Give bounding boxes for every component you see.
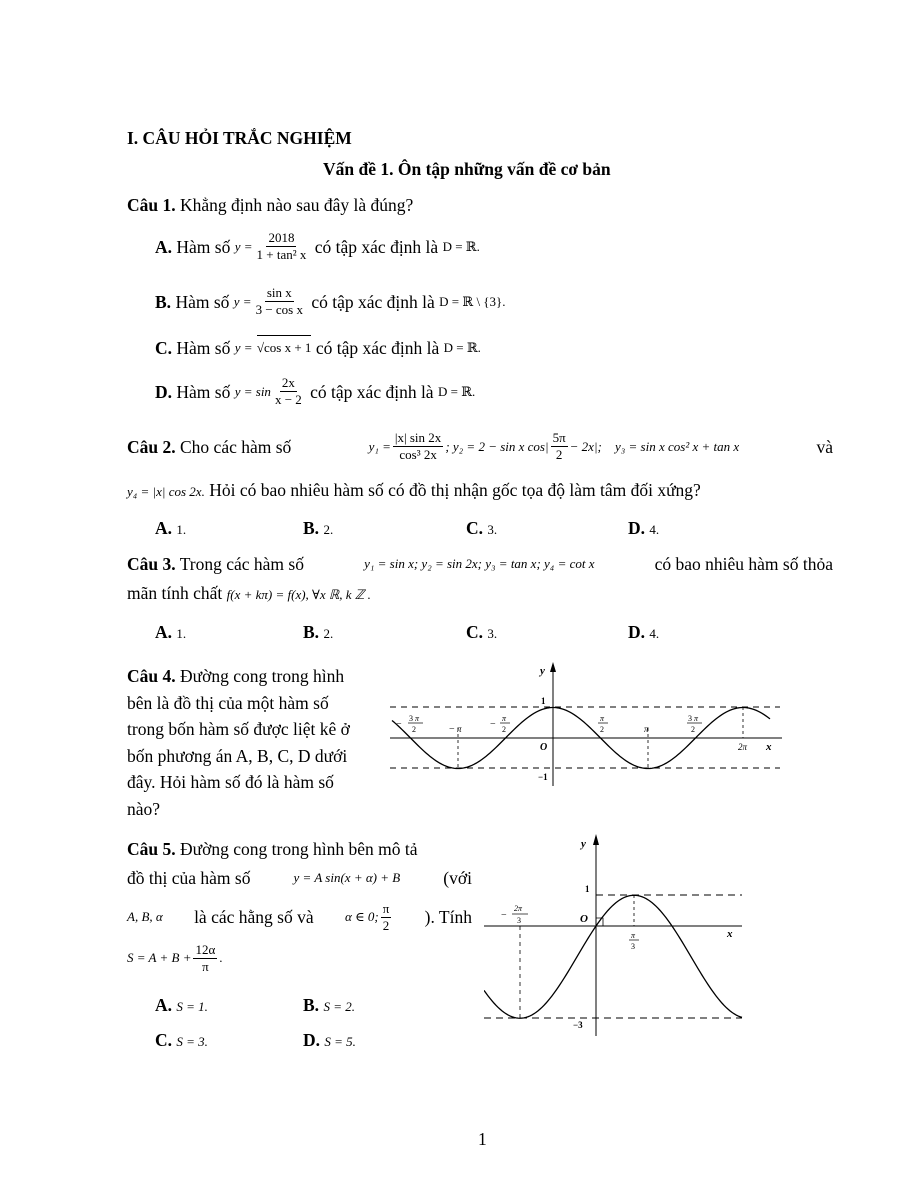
answer-value: 3. <box>487 626 498 641</box>
q2-answer-c <box>466 516 497 542</box>
denominator: 2 <box>382 918 390 933</box>
denominator: 1 + tan² x <box>256 247 307 262</box>
answer-letter: C. <box>466 518 484 538</box>
q3-answer-c <box>466 620 497 646</box>
answer-letter: B. <box>303 995 320 1015</box>
q5-line: ). Tính <box>424 907 472 928</box>
q4-label: Câu 4. <box>127 666 176 686</box>
q2-answer-d <box>628 516 659 542</box>
option-text: Hàm số <box>175 291 230 312</box>
q1-option-a <box>155 230 480 263</box>
q1-option-c <box>155 335 481 360</box>
sqrt-expr: √cos x + 1 <box>257 335 312 360</box>
q3-lead: Trong các hàm số <box>179 554 304 574</box>
option-text: Hàm số <box>176 236 231 257</box>
domain-expr: D = ℝ. <box>437 383 476 399</box>
fraction <box>273 375 304 408</box>
answer-letter: B. <box>303 518 320 538</box>
q5-answer-a <box>155 993 208 1019</box>
y-tick-neg3: −3 <box>573 1020 583 1030</box>
x-tick-pi: π <box>644 724 649 734</box>
q4-line: đây. Hỏi hàm số đó là hàm số <box>127 772 334 792</box>
answer-letter: A. <box>155 518 173 538</box>
answer-value: 1. <box>176 626 187 641</box>
answer-value: S = 2. <box>323 999 355 1014</box>
option-text: có tập xác định là <box>311 291 435 312</box>
q4-line: bên là đồ thị của một hàm số <box>127 692 329 713</box>
option-text: Hàm số <box>176 381 231 402</box>
option-letter: D. <box>155 381 173 402</box>
q4-line: bốn phương án A, B, C, D dưới <box>127 745 348 766</box>
q5-sine-graph <box>484 830 746 1040</box>
q3-tail: có bao nhiêu hàm số thỏa <box>654 554 833 574</box>
x-axis-label: x <box>727 928 733 940</box>
math-expr: y₄ = |x| cos 2x. <box>127 484 205 499</box>
math-expr: S = A + B + <box>127 950 192 966</box>
fraction <box>193 942 217 975</box>
answer-letter: C. <box>155 1030 173 1050</box>
answer-letter: C. <box>466 622 484 642</box>
section-title: I. CÂU HỎI TRẮC NGHIỆM <box>127 128 352 148</box>
q2-answer-b <box>303 516 333 542</box>
q5-answer-c <box>155 1028 208 1054</box>
numerator: 5π <box>552 430 566 445</box>
math-lhs: y = <box>234 238 253 254</box>
denominator: π <box>202 959 209 974</box>
q2-answer-a <box>155 516 186 542</box>
q1-stem <box>127 193 413 217</box>
domain-expr: D = ℝ. <box>442 238 480 254</box>
answer-value: 4. <box>649 522 660 537</box>
x-tick-pi: π <box>600 714 605 723</box>
q2-lead: Cho các hàm số <box>180 436 292 457</box>
subtitle: Vấn đề 1. Ôn tập những vấn đề cơ bản <box>323 159 611 179</box>
math-expr: f(x + kπ) = f(x), ∀x ℝ, k ℤ . <box>226 587 371 602</box>
q5-answer-d <box>303 1028 356 1054</box>
q3-answer-a <box>155 620 186 646</box>
math-lhs: y = <box>233 293 252 309</box>
x-tick-pi: π <box>502 714 507 723</box>
q5-line: là các hằng số và <box>194 907 314 928</box>
y-axis-label: y <box>581 838 586 850</box>
x-tick-num: 3 <box>409 714 413 723</box>
denominator: 2 <box>555 447 563 462</box>
math-expr: y = A sin(x + α) + B <box>293 869 401 885</box>
q2-and: và <box>816 436 833 457</box>
q5-line: (với <box>443 867 472 888</box>
q2-label: Câu 2. <box>127 436 176 457</box>
x-tick-den: 2 <box>502 725 506 734</box>
answer-value: S = 1. <box>176 999 208 1014</box>
q4-text <box>127 663 377 822</box>
q2-question: Hỏi có bao nhiêu hàm số có đồ thị nhận gốc tọa độ làm tâm đối xứng? <box>209 480 701 500</box>
math-expr: ; y₂ = 2 − sin x cos| <box>445 438 549 454</box>
y-axis-label: y <box>540 665 545 677</box>
x-tick-den: 3 <box>517 916 521 925</box>
denominator: 3 − cos x <box>255 302 303 317</box>
answer-letter: D. <box>628 518 646 538</box>
x-tick-minus: − <box>490 719 496 730</box>
domain-expr: D = ℝ \ {3}. <box>439 293 506 309</box>
math-expr: y₁ = sin x; y₂ = sin 2x; y₃ = tan x; y₄ = cot x <box>364 556 595 571</box>
y-tick-1: 1 <box>585 884 590 894</box>
q4-line: Đường cong trong hình <box>180 666 345 686</box>
q3-line2 <box>127 581 371 607</box>
q3-answer-d <box>628 620 659 646</box>
x-tick-minus: − <box>449 724 455 735</box>
q5-answer-b <box>303 993 355 1019</box>
option-letter: B. <box>155 291 172 312</box>
x-tick-den: 2 <box>691 725 695 734</box>
math-lhs: y₁ = <box>368 438 391 454</box>
fraction <box>551 430 568 463</box>
q2-functions <box>369 430 740 463</box>
x-tick-minus: − <box>396 719 402 730</box>
math-expr: y₃ = sin x cos² x + tan x <box>614 438 740 454</box>
denominator: cos³ 2x <box>399 447 437 462</box>
answer-value: 1. <box>176 522 187 537</box>
option-letter: C. <box>155 337 173 358</box>
y-tick-1: 1 <box>541 696 546 706</box>
math-expr: − 2x|; <box>569 438 602 454</box>
page-number: 1 <box>478 1129 487 1149</box>
answer-letter: A. <box>155 622 173 642</box>
x-tick-minus: − <box>501 910 507 921</box>
y-axis-arrow <box>550 662 556 672</box>
answer-value: S = 5. <box>324 1034 356 1049</box>
x-tick-pi: π <box>694 714 699 723</box>
answer-value: 3. <box>487 522 498 537</box>
math-expr: A, B, α <box>127 909 163 925</box>
denominator: x − 2 <box>274 392 302 407</box>
fraction <box>255 230 309 263</box>
x-tick-den: 2 <box>600 725 604 734</box>
q3-label: Câu 3. <box>127 554 176 574</box>
numerator: π <box>382 901 390 916</box>
x-axis-label: x <box>766 741 772 753</box>
q3-text: mãn tính chất <box>127 583 223 603</box>
option-letter: A. <box>155 236 173 257</box>
option-text: có tập xác định là <box>314 236 439 257</box>
x-tick-pi: π <box>415 714 420 723</box>
q1-label: Câu 1. <box>127 195 176 215</box>
q5-text <box>127 836 472 975</box>
answer-value: 4. <box>649 626 660 641</box>
x-tick-pi: π <box>457 724 462 734</box>
numerator: 2x <box>281 375 295 390</box>
fraction <box>381 901 392 934</box>
answer-letter: A. <box>155 995 173 1015</box>
math-lhs: y = <box>234 339 253 355</box>
answer-letter: B. <box>303 622 320 642</box>
q1-stem-text: Khẳng định nào sau đây là đúng? <box>180 195 414 215</box>
fraction <box>254 285 305 318</box>
x-tick-den: 3 <box>631 942 635 951</box>
x-tick-den: 2 <box>412 725 416 734</box>
domain-expr: D = ℝ. <box>443 339 481 355</box>
q3-line1 <box>127 552 833 576</box>
origin-label: O <box>540 742 548 753</box>
y-axis-arrow <box>593 834 599 845</box>
option-text: có tập xác định là <box>310 381 434 402</box>
answer-value: 2. <box>323 626 334 641</box>
q2-line2 <box>127 478 701 504</box>
math-expr: . <box>219 950 223 966</box>
math-expr: α ∈ 0; <box>344 909 379 925</box>
q5-line: đồ thị của hàm số <box>127 867 251 888</box>
q1-option-d <box>155 375 475 408</box>
q4-line: nào? <box>127 798 161 819</box>
y-tick-neg1: −1 <box>538 772 548 782</box>
numerator: 12α <box>195 942 216 957</box>
x-tick-num: π <box>631 931 636 940</box>
fraction <box>393 430 443 463</box>
x-tick-num: 2π <box>514 904 523 913</box>
numerator: sin x <box>266 285 292 300</box>
q5-line: Đường cong trong hình bên mô tả <box>180 839 418 859</box>
q2-line1 <box>127 430 833 463</box>
answer-value: 2. <box>323 522 334 537</box>
q4-cosine-graph <box>390 658 790 790</box>
origin-label: O <box>580 913 588 925</box>
option-text: Hàm số <box>176 337 231 358</box>
numerator: |x| sin 2x <box>394 430 442 445</box>
numerator: 2018 <box>268 230 295 245</box>
answer-letter: D. <box>303 1030 321 1050</box>
math-lhs: y = sin <box>234 383 271 399</box>
x-tick-2pi: 2π <box>738 742 748 752</box>
option-text: có tập xác định là <box>315 337 440 358</box>
q3-answer-b <box>303 620 333 646</box>
q4-line: trong bốn hàm số được liệt kê ở <box>127 719 350 739</box>
q5-label: Câu 5. <box>127 839 176 859</box>
answer-letter: D. <box>628 622 646 642</box>
q1-option-b <box>155 285 506 318</box>
answer-value: S = 3. <box>176 1034 208 1049</box>
x-tick-num: 3 <box>688 714 692 723</box>
